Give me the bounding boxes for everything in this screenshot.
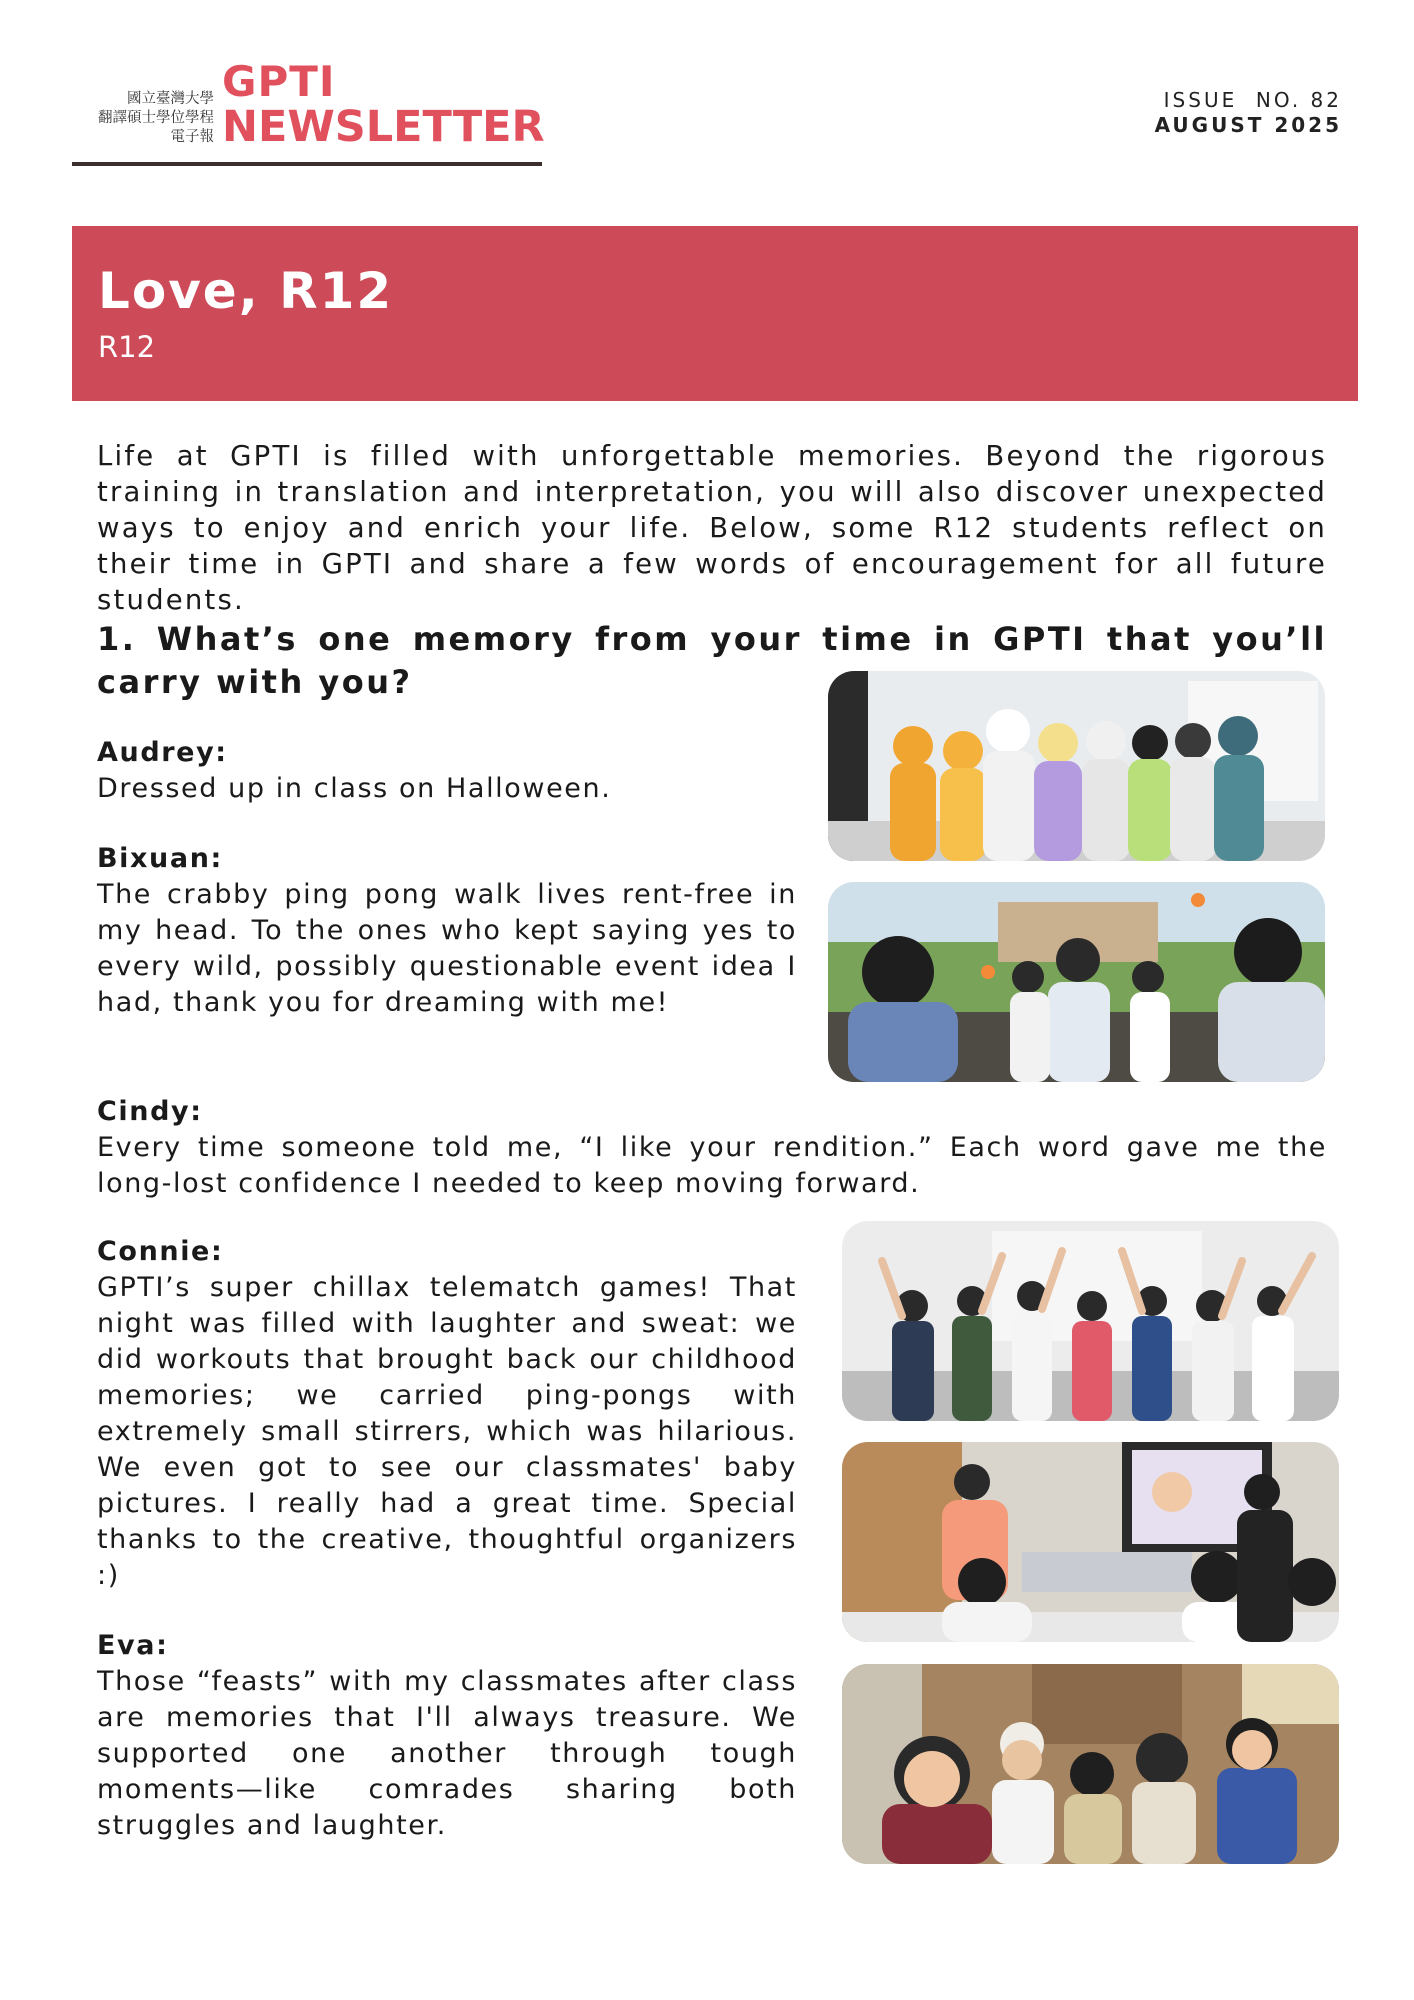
answer-eva xyxy=(97,1628,797,1844)
masthead-cn-line1: 國立臺灣大學 xyxy=(127,91,214,107)
answer-audrey xyxy=(97,735,817,807)
photo-ping-pong-walk xyxy=(828,882,1325,1082)
answer-connie xyxy=(97,1234,797,1594)
masthead-cn-line3: 電子報 xyxy=(170,129,214,145)
photo-telematch-workout xyxy=(842,1221,1339,1421)
issue-date: AUGUST 2025 xyxy=(1154,113,1342,137)
article-banner xyxy=(72,226,1358,401)
answer-name: Audrey: xyxy=(97,737,228,768)
question-heading: 1. What’s one memory from your time in GPTI that you’ll carry with you? xyxy=(97,620,1327,701)
photo-baby-pictures xyxy=(842,1442,1339,1642)
intro-paragraph: Life at GPTI is filled with unforgettable memories. Beyond the rigorous training in translation and interpretation, you will also discover unexpected ways to enjoy and enrich your life. Below, some R12 students reflect on their time in GPTI and share a few words of encouragement for all future students. xyxy=(97,440,1327,616)
photo-ping-pong-illustration xyxy=(828,882,1325,1082)
article-title: Love, R12 xyxy=(98,262,394,320)
answer-name: Connie: xyxy=(97,1236,224,1267)
answer-text: Dressed up in class on Halloween. xyxy=(97,773,612,804)
article-subtitle: R12 xyxy=(98,330,156,364)
photo-classmates-feast xyxy=(842,1664,1339,1864)
issue-info xyxy=(1155,88,1342,138)
photo-telematch-illustration xyxy=(842,1221,1339,1421)
answer-cindy xyxy=(97,1094,1327,1202)
masthead-title xyxy=(222,57,545,152)
answer-name: Cindy: xyxy=(97,1096,203,1127)
answer-text: The crabby ping pong walk lives rent-free in my head. To the ones who kept saying yes to every wild, possibly questionable event idea I had, thank you for dreaming with me! xyxy=(97,879,797,1018)
newsletter-masthead xyxy=(72,57,545,166)
answer-text: Every time someone told me, “I like your rendition.” Each word gave me the long-lost confidence I needed to keep moving forward. xyxy=(97,1132,1327,1199)
answer-text: GPTI’s super chillax telematch games! That night was filled with laughter and sweat: we did workouts that brought back our childhood memories; we carried ping-pongs with extremely small stirrers, which was hilarious. We even got to see our classmates' baby pictures. I really had a great time. Special thanks to the creative, thoughtful organizers :) xyxy=(97,1272,797,1591)
answer-name: Eva: xyxy=(97,1630,169,1661)
masthead-underline xyxy=(72,162,542,166)
masthead-title-gpti: GPTI xyxy=(222,57,336,106)
masthead-cn-line2: 翻譯碩士學位學程 xyxy=(98,110,214,126)
answer-bixuan xyxy=(97,841,797,1021)
photo-feast-illustration xyxy=(842,1664,1339,1864)
answer-name: Bixuan: xyxy=(97,843,223,874)
masthead-chinese-name xyxy=(72,90,214,147)
photo-halloween-costumes xyxy=(828,671,1325,861)
masthead-title-newsletter: NEWSLETTER xyxy=(222,102,545,152)
photo-halloween-illustration xyxy=(828,671,1325,861)
answer-text: Those “feasts” with my classmates after class are memories that I'll always treasure. We supported one another through tough moments—like comrades sharing both struggles and laughter. xyxy=(97,1666,797,1841)
issue-number: ISSUE NO. 82 xyxy=(1163,88,1342,112)
photo-baby-pictures-illustration xyxy=(842,1442,1339,1642)
